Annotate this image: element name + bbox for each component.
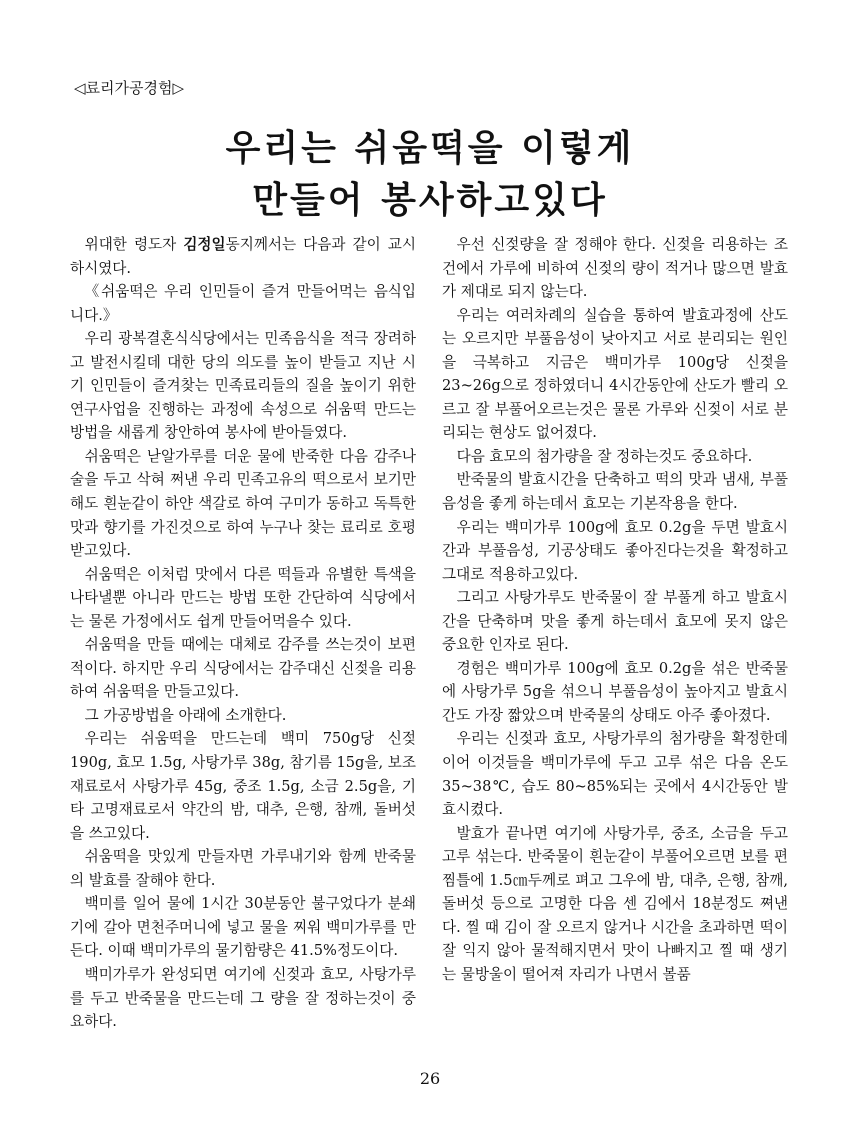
- paragraph: 발효가 끝나면 여기에 사탕가루, 중조, 소금을 두고 고루 섞는다. 반죽물이 흰눈같이 부풀어오르면 보를 편 찜틀에 1.5㎝두께로 펴고 그우에 밤, 대추, 은행, 참깨, 돌버섯 등으로 고명한 다음 센 김에서 18분정도 쪄낸다. 찔 때 김이 잘 오르지 않거나 시간을 초과하면 떡이 잘 익지 않아 물적해지면서 맛이 나빠지고 찔 때 생기는 물방울이 떨어져 자리가 나면서 볼품: [442, 824, 788, 983]
- quotation: 《쉬움떡은 우리 인민들이 즐겨 만들어먹는 음식입니다.》: [70, 283, 416, 324]
- article-title-line-2: 만들어 봉사하고있다: [252, 180, 608, 221]
- paragraph: 우리 광복결혼식식당에서는 민족음식을 적극 장려하고 발전시킬데 대한 당의 의도를 높이 받들고 지난 시기 인민들이 즐겨찾는 민족료리들의 질을 높이기 위한 연구사업을 진행하는 과정에 속성으로 쉬움떡 만드는 방법을 새롭게 창안하여 봉사에 받아들였다.: [70, 330, 416, 442]
- paragraph: 우리는 쉬움떡을 만드는데 백미 750g당 신젖 190g, 효모 1.5g, 사탕가루 38g, 참기름 15g을, 보조재료로서 사탕가루 45g, 중조 1.5g, 소금 2.5g을, 기타 고명재료로서 약간의 밤, 대추, 은행, 참깨, 돌버섯을 쓰고있다.: [70, 730, 416, 842]
- left-column: [70, 233, 416, 1034]
- paragraph: 그 가공방법을 아래에 소개한다.: [84, 706, 287, 724]
- paragraph: 백미를 일어 물에 1시간 30분동안 불구었다가 분쇄기에 갈아 면천주머니에 넣고 물을 찌워 백미가루를 만든다. 이때 백미가루의 물기함량은 41.5%정도이다.: [70, 895, 416, 960]
- section-tag: ◁료리가공경험▷: [74, 79, 185, 97]
- quote-intro-post: 동지께서는 다음과 같이 교시하시였다.: [70, 236, 416, 277]
- paragraph: 쉬움떡은 이처럼 맛에서 다른 떡들과 유별한 특색을 나타낼뿐 아니라 만드는 방법 또한 간단하여 식당에서는 물론 가정에서도 쉽게 만들어먹을수 있다.: [70, 565, 416, 630]
- paragraph: 그리고 사탕가루도 반죽물이 잘 부풀게 하고 발효시간을 단축하며 맛을 좋게 하는데서 효모에 못지 않은 중요한 인자로 된다.: [442, 589, 788, 654]
- paragraph: 우리는 신젖과 효모, 사탕가루의 첨가량을 확정한데 이어 이것들을 백미가루에 두고 고루 섞은 다음 온도 35~38℃, 습도 80~85%되는 곳에서 4시간동안 발효시켰다.: [442, 730, 788, 819]
- paragraph: 백미가루가 완성되면 여기에 신젖과 효모, 사탕가루를 두고 반죽물을 만드는데 그 량을 잘 정하는것이 중요하다.: [70, 965, 416, 1031]
- paragraph: 우리는 여러차례의 실습을 통하여 발효과정에 산도는 오르지만 부풀음성이 낮아지고 서로 분리되는 원인을 극복하고 지금은 백미가루 100g당 신젖을 23~26g으로 정하였더니 4시간동안에 산도가 빨리 오르고 잘 부풀어오르는것은 물론 가루와 신젖이 서로 분리되는 현상도 없어졌다.: [442, 306, 788, 442]
- paragraph: 쉬움떡은 낟알가루를 더운 물에 반죽한 다음 감주나 술을 두고 삭혀 쩌낸 우리 민족고유의 떡으로서 보기만해도 흰눈같이 하얀 색갈로 하여 구미가 동하고 독특한 맛과 향기를 가진것으로 하여 누구나 찾는 료리로 호평받고있다.: [70, 447, 416, 560]
- paragraph: 경험은 백미가루 100g에 효모 0.2g을 섞은 반죽물에 사탕가루 5g을 섞으니 부풀음성이 높아지고 발효시간도 가장 짧았으며 반죽물의 상태도 아주 좋아졌다.: [442, 659, 788, 724]
- leader-name: 김정일: [183, 236, 226, 253]
- paragraph: [70, 233, 416, 280]
- article-title-line-1: 우리는 쉬움떡을 이렇게: [225, 128, 635, 169]
- paragraph: 다음 효모의 첨가량을 잘 정하는것도 중요하다.: [456, 447, 753, 465]
- page-number: 26: [419, 1069, 441, 1088]
- quote-intro-pre: 위대한 령도자: [84, 236, 184, 253]
- paragraph: 쉬움떡을 만들 때에는 대체로 감주를 쓰는것이 보편적이다. 하지만 우리 식당에서는 감주대신 신젖을 리용하여 쉬움떡을 만들고있다.: [70, 636, 416, 701]
- paragraph: 쉬움떡을 맛있게 만들자면 가루내기와 함께 반죽물의 발효를 잘해야 한다.: [70, 848, 416, 889]
- paragraph: 반죽물의 발효시간을 단축하고 떡의 맛과 냄새, 부풀음성을 좋게 하는데서 효모는 기본작용을 한다.: [442, 471, 788, 513]
- paragraph: 우리는 백미가루 100g에 효모 0.2g을 두면 발효시간과 부풀음성, 기공상태도 좋아진다는것을 확정하고 그대로 적용하고있다.: [442, 518, 788, 583]
- right-column: [442, 233, 788, 987]
- paragraph: 우선 신젖량을 잘 정해야 한다. 신젖을 리용하는 조건에서 가루에 비하여 신젖의 량이 적거나 많으면 발효가 제대로 되지 않는다.: [442, 236, 788, 301]
